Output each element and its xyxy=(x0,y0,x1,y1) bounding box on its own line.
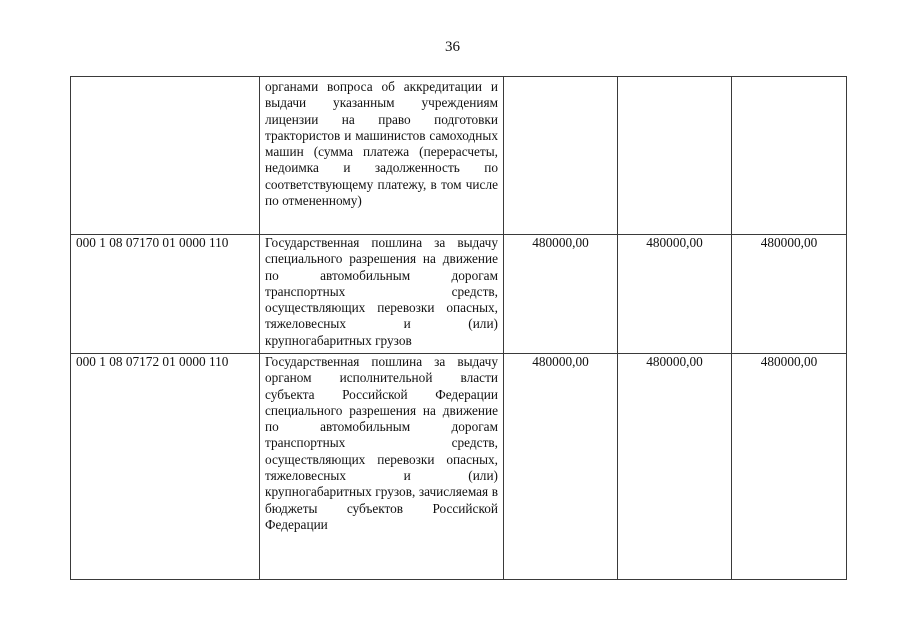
revenue-name-cell: Государственная пошлина за выдачу специального разрешения на движение по автомобильным дорогам транспортных средств, осуществляющих перевозки опасных, тяжеловесных и (или) крупногабаритных грузов xyxy=(260,235,504,354)
value-cell-3 xyxy=(732,77,847,235)
value-cell-1 xyxy=(504,77,618,235)
budget-code-cell xyxy=(71,77,260,235)
value-cell-3: 480000,00 xyxy=(732,354,847,580)
value-cell-3: 480000,00 xyxy=(732,235,847,354)
value-cell-2 xyxy=(618,77,732,235)
table-row xyxy=(71,354,847,580)
value-cell-2: 480000,00 xyxy=(618,235,732,354)
revenue-name-cell: Государственная пошлина за выдачу органом исполнительной власти субъекта Российской Федерации специального разрешения на движение по автомобильным дорогам транспортных средств, осуществляющих перевозки опасных, тяжеловесных и (или) крупногабаритных грузов, зачисляемая в бюджеты субъектов Российской Федерации xyxy=(260,354,504,580)
budget-code-cell: 000 1 08 07170 01 0000 110 xyxy=(71,235,260,354)
table-row xyxy=(71,77,847,235)
table-row xyxy=(71,235,847,354)
value-cell-1: 480000,00 xyxy=(504,354,618,580)
page-number: 36 xyxy=(445,39,460,55)
revenue-name-cell: органами вопроса об аккредитации и выдачи указанным учреждениям лицензии на право подготовки трактористов и машинистов самоходных машин (сумма платежа (перерасчеты, недоимка и задолженность по соответствующему платежу, в том числе по отмененному) xyxy=(260,77,504,235)
value-cell-2: 480000,00 xyxy=(618,354,732,580)
revenue-table xyxy=(70,76,847,580)
budget-code-cell: 000 1 08 07172 01 0000 110 xyxy=(71,354,260,580)
value-cell-1: 480000,00 xyxy=(504,235,618,354)
